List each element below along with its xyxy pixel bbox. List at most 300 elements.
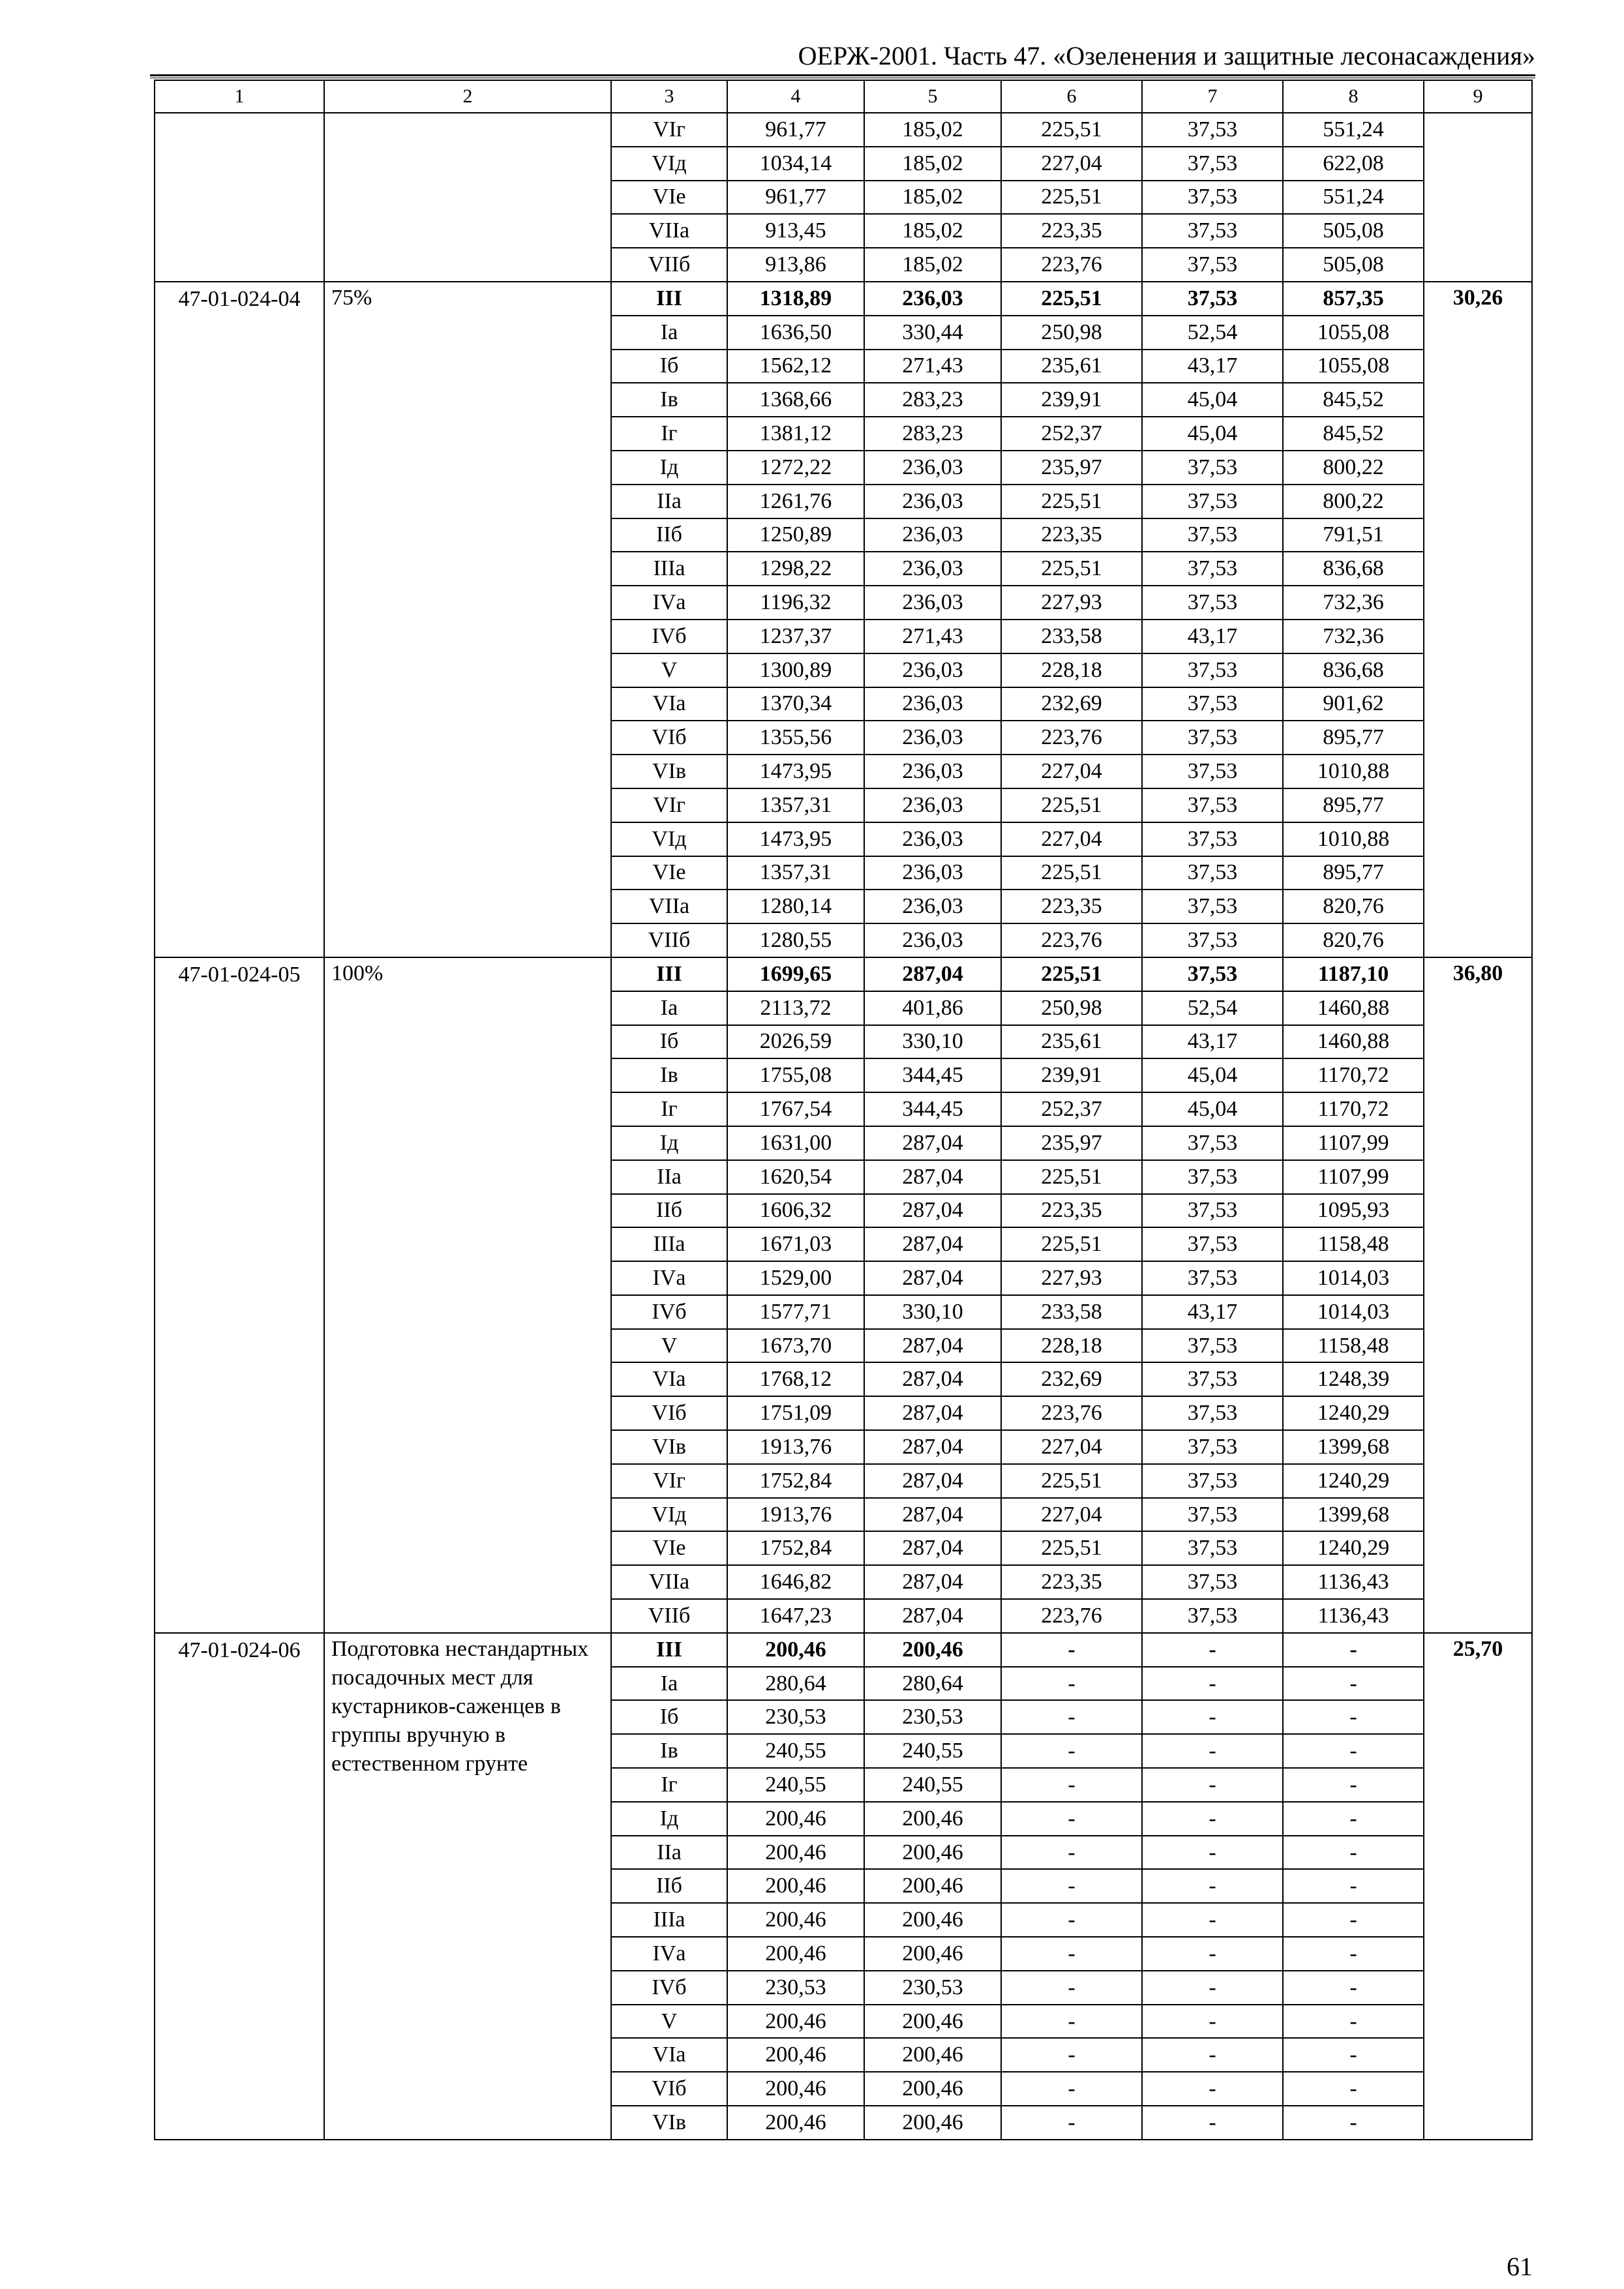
materials-cell: - [1283,2106,1424,2140]
machines-cell: 227,04 [1001,1498,1142,1532]
wages-cell: 200,46 [864,1633,1001,1667]
driver-wages-cell: 37,53 [1142,586,1283,620]
total-cost-cell: 1381,12 [727,417,864,451]
materials-cell: - [1283,1937,1424,1971]
region-cell: Iб [611,1700,727,1734]
machines-cell: 223,35 [1001,1565,1142,1599]
wages-cell: 271,43 [864,620,1001,653]
materials-cell: - [1283,1633,1424,1667]
wages-cell: 236,03 [864,552,1001,586]
driver-wages-cell: - [1142,1903,1283,1937]
column-number: 3 [611,80,727,113]
wages-cell: 240,55 [864,1768,1001,1802]
machines-cell: 252,37 [1001,1092,1142,1126]
materials-cell: 836,68 [1283,552,1424,586]
machines-cell: 250,98 [1001,991,1142,1025]
driver-wages-cell: - [1142,2106,1283,2140]
wages-cell: 287,04 [864,1396,1001,1430]
column-number: 4 [727,80,864,113]
code-cell: 47-01-024-06 [155,1633,324,2140]
wages-cell: 287,04 [864,1126,1001,1160]
code-cell: 47-01-024-04 [155,282,324,957]
total-cost-cell: 240,55 [727,1768,864,1802]
wages-cell: 236,03 [864,856,1001,890]
materials-cell: 1014,03 [1283,1295,1424,1329]
materials-cell: 1170,72 [1283,1058,1424,1092]
total-cost-cell: 1529,00 [727,1261,864,1295]
total-cost-cell: 1751,09 [727,1396,864,1430]
materials-cell: 1055,08 [1283,316,1424,350]
machines-cell: 225,51 [1001,552,1142,586]
driver-wages-cell: 43,17 [1142,1295,1283,1329]
materials-cell: 732,36 [1283,586,1424,620]
total-cost-cell: 230,53 [727,1971,864,2005]
column-number: 9 [1424,80,1532,113]
driver-wages-cell: 37,53 [1142,1227,1283,1261]
description-cell: 75% [324,282,611,957]
wages-cell: 287,04 [864,1599,1001,1633]
machines-cell: 239,91 [1001,383,1142,417]
wages-cell: 200,46 [864,2072,1001,2106]
wages-cell: 230,53 [864,1700,1001,1734]
wages-cell: 185,02 [864,248,1001,282]
region-cell: VIе [611,1531,727,1565]
driver-wages-cell: - [1142,1937,1283,1971]
region-cell: VIд [611,1498,727,1532]
driver-wages-cell: - [1142,1667,1283,1701]
total-cost-cell: 1767,54 [727,1092,864,1126]
region-cell: V [611,2005,727,2039]
total-cost-cell: 200,46 [727,1869,864,1903]
materials-cell: 895,77 [1283,856,1424,890]
driver-wages-cell: - [1142,1768,1283,1802]
total-cost-cell: 1355,56 [727,721,864,755]
description-cell [324,113,611,282]
wages-cell: 283,23 [864,383,1001,417]
wages-cell: 236,03 [864,822,1001,856]
materials-cell: 820,76 [1283,890,1424,923]
total-cost-cell: 2113,72 [727,991,864,1025]
region-cell: IIб [611,518,727,552]
machines-cell: 233,58 [1001,1295,1142,1329]
region-cell: Iв [611,1734,727,1768]
total-cost-cell: 1673,70 [727,1329,864,1363]
page-number: 61 [1507,2252,1533,2281]
machines-cell: 252,37 [1001,417,1142,451]
materials-cell: 1158,48 [1283,1329,1424,1363]
wages-cell: 236,03 [864,518,1001,552]
driver-wages-cell: 37,53 [1142,1464,1283,1498]
machines-cell: - [1001,1869,1142,1903]
total-cost-cell: 1473,95 [727,755,864,788]
region-cell: Iа [611,1667,727,1701]
region-cell: Iб [611,350,727,383]
wages-cell: 287,04 [864,1362,1001,1396]
region-cell: IIIа [611,552,727,586]
materials-cell: - [1283,1869,1424,1903]
wages-cell: 200,46 [864,2106,1001,2140]
total-cost-cell: 1913,76 [727,1498,864,1532]
column-number: 5 [864,80,1001,113]
region-cell: III [611,282,727,316]
description-cell: Подготовка нестандартных посадочных мест для кустарников-саженцев в группы вручную в естественном грунте [324,1633,611,2140]
materials-cell: 551,24 [1283,113,1424,147]
wages-cell: 280,64 [864,1667,1001,1701]
region-cell: VIе [611,856,727,890]
machines-cell: 227,04 [1001,822,1142,856]
region-cell: VIа [611,2038,727,2072]
wages-cell: 230,53 [864,1971,1001,2005]
driver-wages-cell: 37,53 [1142,721,1283,755]
price-table [154,80,1533,2140]
materials-cell: 1095,93 [1283,1194,1424,1228]
wages-cell: 240,55 [864,1734,1001,1768]
materials-cell: 732,36 [1283,620,1424,653]
total-cost-cell: 1280,55 [727,923,864,957]
materials-cell: 1014,03 [1283,1261,1424,1295]
materials-cell: 1187,10 [1283,957,1424,991]
wages-cell: 236,03 [864,451,1001,485]
region-cell: IVа [611,1937,727,1971]
materials-cell: 1107,99 [1283,1160,1424,1194]
region-cell: VIа [611,1362,727,1396]
materials-cell: 845,52 [1283,417,1424,451]
table-row [155,957,1532,991]
driver-wages-cell: 37,53 [1142,1362,1283,1396]
materials-cell: - [1283,2005,1424,2039]
region-cell: Iа [611,991,727,1025]
materials-cell: 1136,43 [1283,1599,1424,1633]
machines-cell: 225,51 [1001,1464,1142,1498]
region-cell: Iд [611,1802,727,1836]
materials-cell: 820,76 [1283,923,1424,957]
table-row [155,1633,1532,1667]
wages-cell: 185,02 [864,147,1001,181]
region-cell: IVа [611,1261,727,1295]
machines-cell: 228,18 [1001,653,1142,687]
driver-wages-cell: 37,53 [1142,147,1283,181]
total-cost-cell: 2026,59 [727,1025,864,1059]
machines-cell: - [1001,1633,1142,1667]
wages-cell: 287,04 [864,957,1001,991]
materials-cell: 901,62 [1283,687,1424,721]
total-cost-cell: 240,55 [727,1734,864,1768]
region-cell: Iб [611,1025,727,1059]
materials-cell: 1240,29 [1283,1464,1424,1498]
total-cost-cell: 1752,84 [727,1531,864,1565]
materials-cell: 505,08 [1283,248,1424,282]
machines-cell: 227,93 [1001,1261,1142,1295]
machines-cell: - [1001,1971,1142,2005]
driver-wages-cell: 37,53 [1142,856,1283,890]
region-cell: VIв [611,1430,727,1464]
region-cell: VIд [611,147,727,181]
total-cost-cell: 1562,12 [727,350,864,383]
region-cell: VIа [611,687,727,721]
wages-cell: 287,04 [864,1531,1001,1565]
wages-cell: 287,04 [864,1329,1001,1363]
wages-cell: 236,03 [864,485,1001,518]
wages-cell: 236,03 [864,282,1001,316]
materials-cell: - [1283,1768,1424,1802]
page-header: ОЕРЖ-2001. Часть 47. «Озеленения и защитные лесонасаждения» [798,41,1535,70]
machines-cell: 223,76 [1001,923,1142,957]
region-cell: IIа [611,1160,727,1194]
wages-cell: 287,04 [864,1565,1001,1599]
total-cost-cell: 1631,00 [727,1126,864,1160]
driver-wages-cell: 37,53 [1142,248,1283,282]
machines-cell: - [1001,1734,1142,1768]
driver-wages-cell: 37,53 [1142,1194,1283,1228]
driver-wages-cell: 37,53 [1142,552,1283,586]
total-cost-cell: 961,77 [727,113,864,147]
total-cost-cell: 913,86 [727,248,864,282]
total-cost-cell: 1300,89 [727,653,864,687]
driver-wages-cell: 37,53 [1142,518,1283,552]
wages-cell: 236,03 [864,890,1001,923]
wages-cell: 271,43 [864,350,1001,383]
labor-cell [1424,113,1532,282]
machines-cell: 223,76 [1001,1396,1142,1430]
materials-cell: 1460,88 [1283,1025,1424,1059]
total-cost-cell: 200,46 [727,2106,864,2140]
total-cost-cell: 1298,22 [727,552,864,586]
total-cost-cell: 961,77 [727,181,864,215]
materials-cell: 1240,29 [1283,1396,1424,1430]
machines-cell: 225,51 [1001,113,1142,147]
region-cell: VIд [611,822,727,856]
wages-cell: 236,03 [864,923,1001,957]
total-cost-cell: 913,45 [727,214,864,248]
machines-cell: 223,35 [1001,214,1142,248]
wages-cell: 200,46 [864,1869,1001,1903]
total-cost-cell: 1646,82 [727,1565,864,1599]
wages-cell: 287,04 [864,1227,1001,1261]
region-cell: VIг [611,788,727,822]
machines-cell: - [1001,1836,1142,1870]
total-cost-cell: 1237,37 [727,620,864,653]
labor-cell: 36,80 [1424,957,1532,1633]
column-number: 7 [1142,80,1283,113]
total-cost-cell: 1368,66 [727,383,864,417]
labor-cell: 25,70 [1424,1633,1532,2140]
driver-wages-cell: - [1142,1734,1283,1768]
materials-cell: - [1283,1700,1424,1734]
driver-wages-cell: 37,53 [1142,1126,1283,1160]
machines-cell: - [1001,2106,1142,2140]
total-cost-cell: 1755,08 [727,1058,864,1092]
machines-cell: 235,61 [1001,350,1142,383]
wages-cell: 200,46 [864,1802,1001,1836]
materials-cell: - [1283,1971,1424,2005]
machines-cell: 227,04 [1001,147,1142,181]
driver-wages-cell: 37,53 [1142,1430,1283,1464]
column-number: 2 [324,80,611,113]
machines-cell: 223,76 [1001,1599,1142,1633]
total-cost-cell: 200,46 [727,2038,864,2072]
total-cost-cell: 1196,32 [727,586,864,620]
wages-cell: 287,04 [864,1498,1001,1532]
driver-wages-cell: 37,53 [1142,485,1283,518]
machines-cell: - [1001,1768,1142,1802]
machines-cell: - [1001,1802,1142,1836]
driver-wages-cell: - [1142,1869,1283,1903]
total-cost-cell: 1357,31 [727,788,864,822]
machines-cell: 225,51 [1001,957,1142,991]
driver-wages-cell: 45,04 [1142,417,1283,451]
driver-wages-cell: - [1142,2038,1283,2072]
total-cost-cell: 200,46 [727,2005,864,2039]
machines-cell: 232,69 [1001,687,1142,721]
region-cell: Iг [611,417,727,451]
total-cost-cell: 200,46 [727,1633,864,1667]
machines-cell: 250,98 [1001,316,1142,350]
materials-cell: 1170,72 [1283,1092,1424,1126]
wages-cell: 200,46 [864,2038,1001,2072]
region-cell: VIб [611,2072,727,2106]
driver-wages-cell: - [1142,2072,1283,2106]
driver-wages-cell: 43,17 [1142,1025,1283,1059]
machines-cell: - [1001,2038,1142,2072]
materials-cell: 1248,39 [1283,1362,1424,1396]
total-cost-cell: 1034,14 [727,147,864,181]
materials-cell: 895,77 [1283,721,1424,755]
wages-cell: 330,10 [864,1295,1001,1329]
wages-cell: 287,04 [864,1430,1001,1464]
wages-cell: 236,03 [864,687,1001,721]
total-cost-cell: 1620,54 [727,1160,864,1194]
total-cost-cell: 1768,12 [727,1362,864,1396]
driver-wages-cell: 45,04 [1142,1092,1283,1126]
driver-wages-cell: 45,04 [1142,1058,1283,1092]
wages-cell: 236,03 [864,788,1001,822]
region-cell: Iа [611,316,727,350]
column-number: 8 [1283,80,1424,113]
materials-cell: 1399,68 [1283,1430,1424,1464]
driver-wages-cell: - [1142,1700,1283,1734]
materials-cell: 505,08 [1283,214,1424,248]
column-number: 1 [155,80,324,113]
total-cost-cell: 1272,22 [727,451,864,485]
driver-wages-cell: 37,53 [1142,1498,1283,1532]
total-cost-cell: 230,53 [727,1700,864,1734]
description-cell: 100% [324,957,611,1633]
region-cell: III [611,1633,727,1667]
driver-wages-cell: 37,53 [1142,755,1283,788]
region-cell: VIг [611,1464,727,1498]
materials-cell: 857,35 [1283,282,1424,316]
region-cell: VIIа [611,214,727,248]
driver-wages-cell: 37,53 [1142,687,1283,721]
driver-wages-cell: - [1142,1633,1283,1667]
machines-cell: 227,04 [1001,1430,1142,1464]
materials-cell: 895,77 [1283,788,1424,822]
materials-cell: 1010,88 [1283,755,1424,788]
total-cost-cell: 1473,95 [727,822,864,856]
region-cell: Iв [611,383,727,417]
machines-cell: 223,76 [1001,248,1142,282]
region-cell: V [611,1329,727,1363]
materials-cell: 800,22 [1283,451,1424,485]
materials-cell: 791,51 [1283,518,1424,552]
wages-cell: 283,23 [864,417,1001,451]
total-cost-cell: 200,46 [727,1802,864,1836]
total-cost-cell: 280,64 [727,1667,864,1701]
wages-cell: 344,45 [864,1092,1001,1126]
wages-cell: 185,02 [864,113,1001,147]
materials-cell: - [1283,1836,1424,1870]
driver-wages-cell: 52,54 [1142,316,1283,350]
machines-cell: - [1001,1937,1142,1971]
driver-wages-cell: 37,53 [1142,1599,1283,1633]
code-cell: 47-01-024-05 [155,957,324,1633]
total-cost-cell: 1636,50 [727,316,864,350]
region-cell: IIб [611,1869,727,1903]
region-cell: VIIа [611,890,727,923]
region-cell: III [611,957,727,991]
region-cell: VIб [611,1396,727,1430]
total-cost-cell: 1647,23 [727,1599,864,1633]
materials-cell: - [1283,1734,1424,1768]
total-cost-cell: 1250,89 [727,518,864,552]
total-cost-cell: 1699,65 [727,957,864,991]
total-cost-cell: 1671,03 [727,1227,864,1261]
driver-wages-cell: 37,53 [1142,451,1283,485]
machines-cell: - [1001,2072,1142,2106]
total-cost-cell: 1577,71 [727,1295,864,1329]
materials-cell: 551,24 [1283,181,1424,215]
region-cell: VIв [611,755,727,788]
machines-cell: 225,51 [1001,181,1142,215]
region-cell: IIIа [611,1227,727,1261]
table-row [155,282,1532,316]
machines-cell: 225,51 [1001,1531,1142,1565]
region-cell: IVа [611,586,727,620]
materials-cell: 622,08 [1283,147,1424,181]
total-cost-cell: 1370,34 [727,687,864,721]
machines-cell: - [1001,1700,1142,1734]
region-cell: VIе [611,181,727,215]
driver-wages-cell: 37,53 [1142,822,1283,856]
total-cost-cell: 200,46 [727,1903,864,1937]
machines-cell: 223,35 [1001,1194,1142,1228]
table-body [155,80,1532,2140]
materials-cell: - [1283,1903,1424,1937]
materials-cell: 845,52 [1283,383,1424,417]
region-cell: VIIб [611,923,727,957]
materials-cell: 800,22 [1283,485,1424,518]
region-cell: VIIа [611,1565,727,1599]
wages-cell: 287,04 [864,1464,1001,1498]
region-cell: IVб [611,1971,727,2005]
driver-wages-cell: 37,53 [1142,113,1283,147]
machines-cell: 227,93 [1001,586,1142,620]
machines-cell: 232,69 [1001,1362,1142,1396]
column-number-row [155,80,1532,113]
driver-wages-cell: 43,17 [1142,350,1283,383]
total-cost-cell: 200,46 [727,1937,864,1971]
wages-cell: 330,10 [864,1025,1001,1059]
machines-cell: - [1001,1667,1142,1701]
driver-wages-cell: 37,53 [1142,1396,1283,1430]
materials-cell: - [1283,1667,1424,1701]
wages-cell: 185,02 [864,214,1001,248]
driver-wages-cell: 37,53 [1142,890,1283,923]
machines-cell: 223,76 [1001,721,1142,755]
total-cost-cell: 1913,76 [727,1430,864,1464]
driver-wages-cell: 37,53 [1142,957,1283,991]
region-cell: VIб [611,721,727,755]
